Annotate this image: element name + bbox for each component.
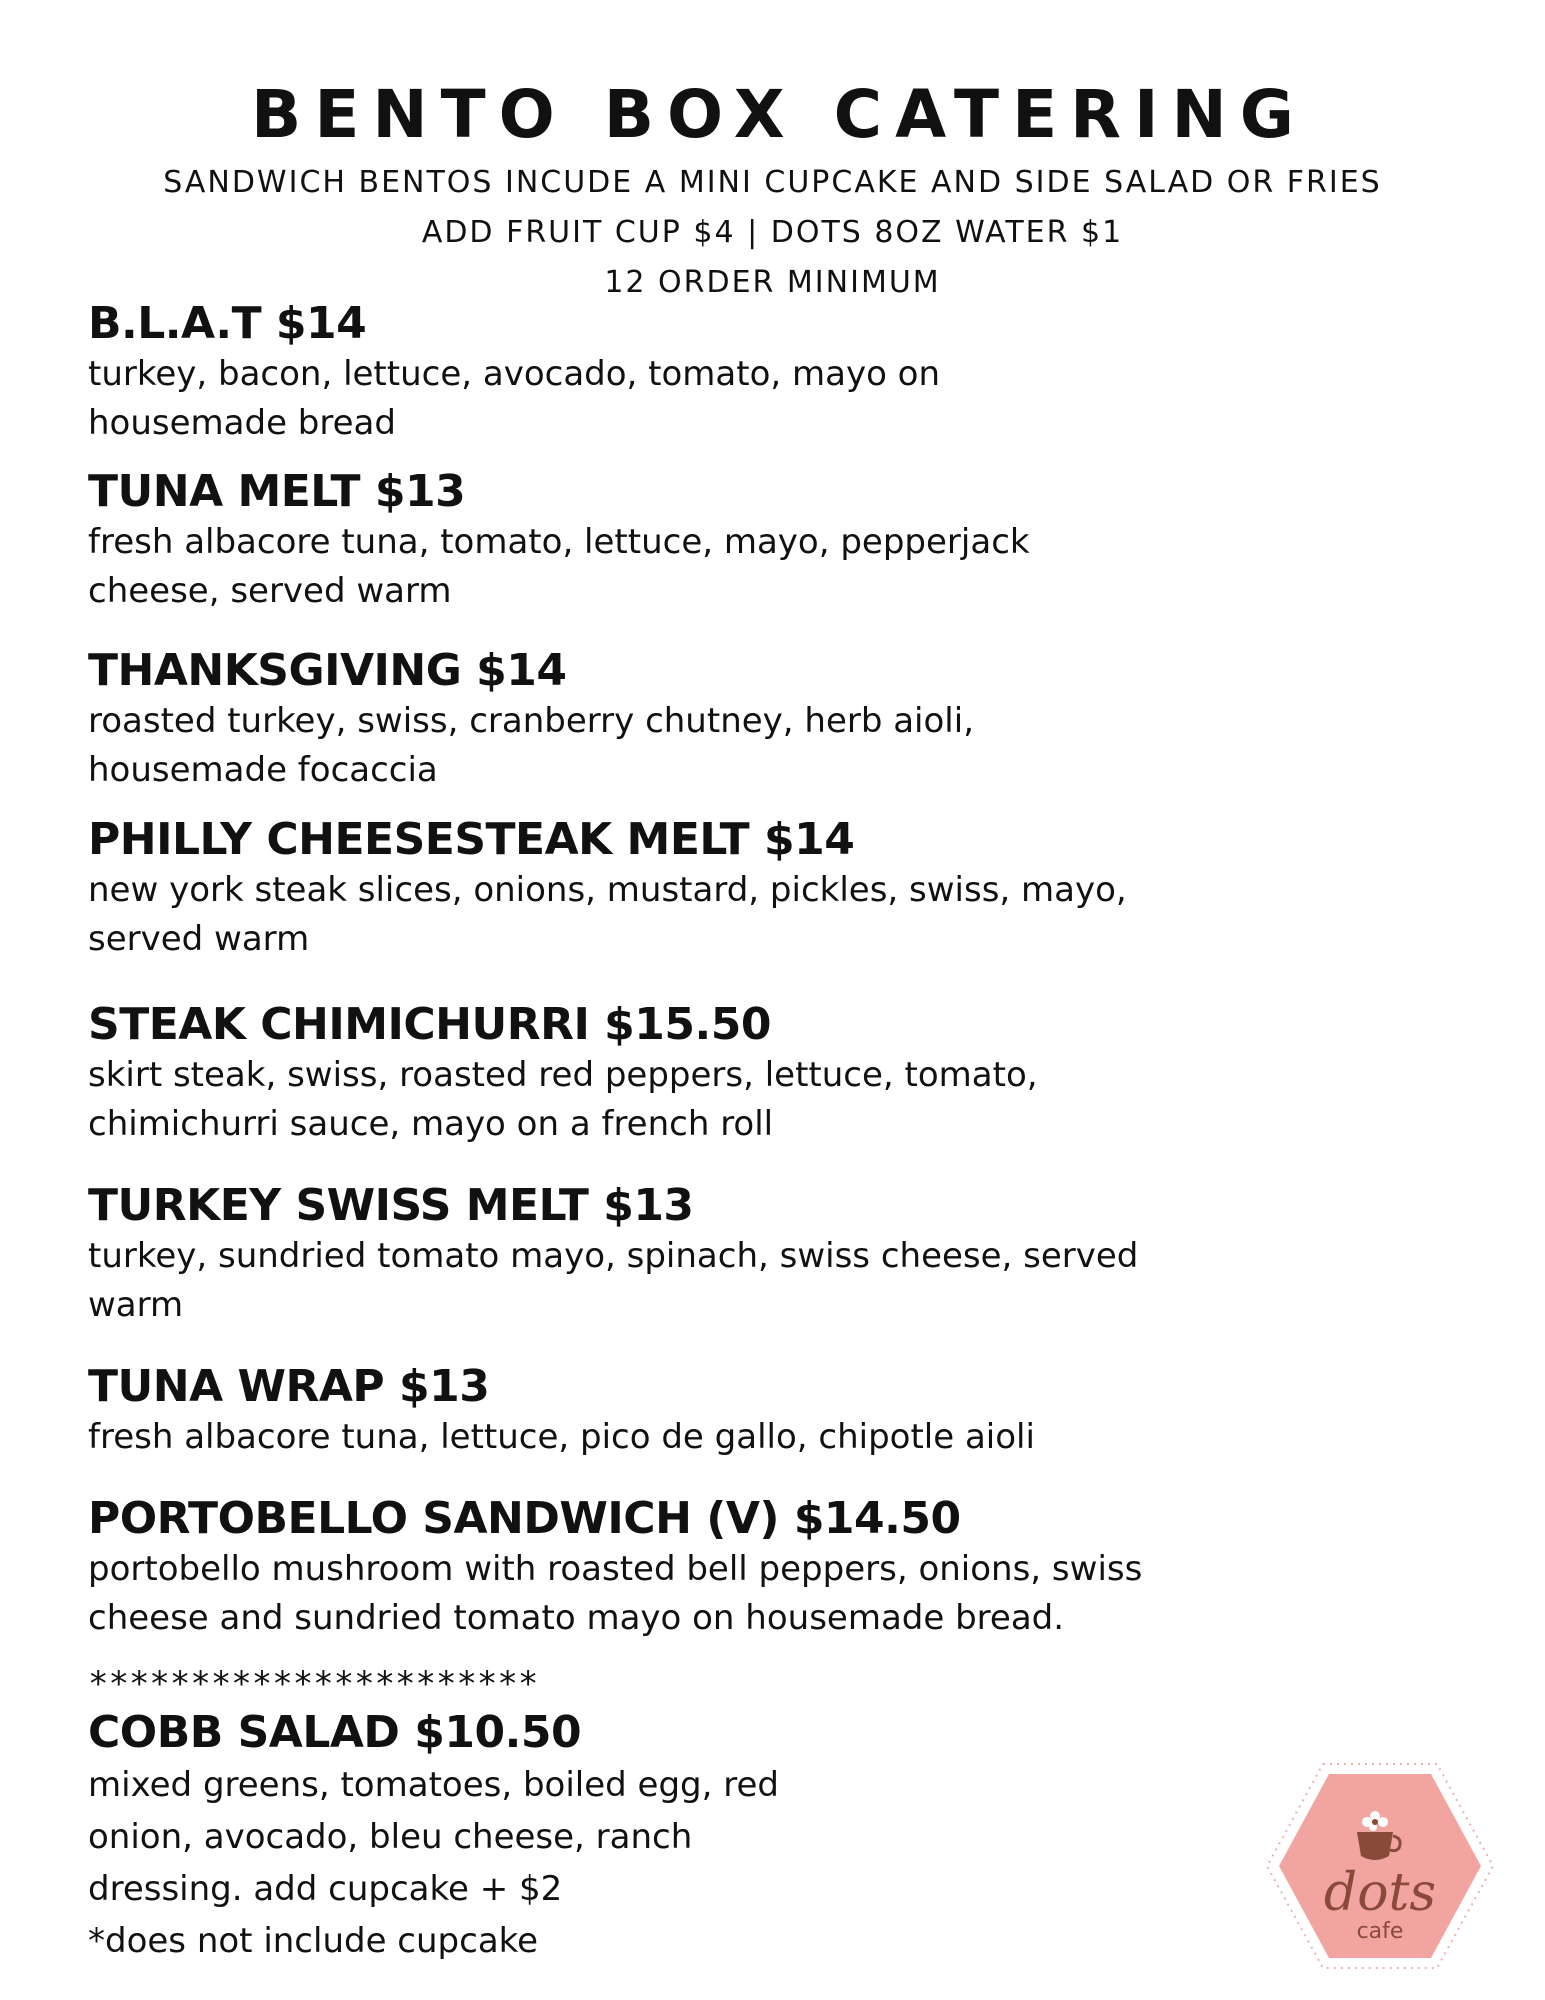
item-description: turkey, bacon, lettuce, avocado, tomato, mayo on [88, 354, 941, 394]
menu-item-tuna-wrap [88, 1361, 1238, 1462]
menu-item-tuna-melt [88, 466, 1238, 616]
item-description: chimichurri sauce, mayo on a french roll [88, 1104, 774, 1144]
item-name: THANKSGIVING $14 [88, 645, 567, 696]
item-description: onion, avocado, bleu cheese, ranch [88, 1817, 693, 1857]
item-name: TURKEY SWISS MELT $13 [88, 1180, 694, 1231]
item-description: served warm [88, 919, 310, 959]
item-name: STEAK CHIMICHURRI $15.50 [88, 999, 771, 1050]
item-description: turkey, sundried tomato mayo, spinach, swiss cheese, served [88, 1236, 1139, 1276]
menu-item-portobello [88, 1493, 1238, 1643]
menu-header [0, 72, 1545, 308]
menu-item-turkey-swiss-melt [88, 1180, 1238, 1330]
item-description: portobello mushroom with roasted bell peppers, onions, swiss [88, 1549, 1143, 1589]
item-description: mixed greens, tomatoes, boiled egg, red [88, 1765, 779, 1805]
menu-title: BENTO BOX CATERING [251, 76, 1307, 153]
dots-cafe-logo [1265, 1760, 1495, 1972]
menu-item-blat [88, 298, 1238, 448]
menu-item-steak-chimichurri [88, 999, 1238, 1149]
item-name: COBB SALAD $10.50 [88, 1707, 582, 1758]
hexagon-logo-icon [1265, 1760, 1495, 1972]
item-note: *does not include cupcake [88, 1921, 539, 1961]
item-name: B.L.A.T $14 [88, 298, 367, 349]
item-name: PORTOBELLO SANDWICH (V) $14.50 [88, 1493, 961, 1544]
item-description: skirt steak, swiss, roasted red peppers, lettuce, tomato, [88, 1055, 1038, 1095]
menu-item-philly-cheesesteak [88, 814, 1238, 964]
item-description: new york steak slices, onions, mustard, pickles, swiss, mayo, [88, 870, 1127, 910]
menu-item-cobb-salad [88, 1707, 1238, 1967]
item-description: dressing. add cupcake + $2 [88, 1869, 563, 1909]
item-description: roasted turkey, swiss, cranberry chutney, herb aioli, [88, 701, 975, 741]
header-line-addons: ADD FRUIT CUP $4 | DOTS 8OZ WATER $1 [421, 215, 1124, 250]
menu-item-thanksgiving [88, 645, 1238, 795]
header-line-minimum: 12 ORDER MINIMUM [604, 265, 941, 300]
item-description: housemade focaccia [88, 750, 438, 790]
section-divider: ********************** [88, 1664, 539, 1704]
logo-subtitle: cafe [1356, 1919, 1404, 1944]
item-description: cheese and sundried tomato mayo on housemade bread. [88, 1598, 1065, 1638]
item-description: fresh albacore tuna, lettuce, pico de gallo, chipotle aioli [88, 1417, 1035, 1457]
item-name: TUNA WRAP $13 [88, 1361, 490, 1412]
logo-wordmark: dots [1323, 1863, 1437, 1923]
header-line-bentos: SANDWICH BENTOS INCUDE A MINI CUPCAKE AND SIDE SALAD OR FRIES [163, 165, 1382, 200]
item-description: warm [88, 1285, 184, 1325]
item-description: cheese, served warm [88, 571, 452, 611]
item-name: TUNA MELT $13 [88, 466, 466, 517]
item-name: PHILLY CHEESESTEAK MELT $14 [88, 814, 855, 865]
item-description: housemade bread [88, 403, 396, 443]
item-description: fresh albacore tuna, tomato, lettuce, mayo, pepperjack [88, 522, 1030, 562]
